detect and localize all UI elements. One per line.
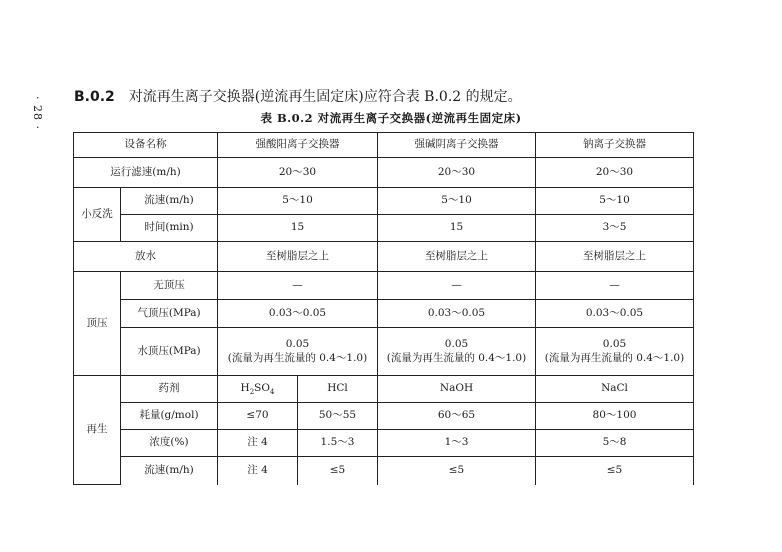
cell-value: 15 bbox=[218, 215, 378, 242]
row-label: 水顶压(MPa) bbox=[121, 328, 218, 376]
cell-value: ≤5 bbox=[536, 457, 694, 485]
cell-value: 60～65 bbox=[378, 403, 536, 430]
group-label: 小反洗 bbox=[74, 188, 121, 242]
row-label: 浓度(%) bbox=[121, 430, 218, 457]
cell-value bbox=[218, 328, 378, 376]
table-row bbox=[74, 457, 694, 485]
table-row bbox=[74, 376, 694, 403]
cell-value: 注 4 bbox=[218, 457, 298, 485]
cell-value: 注 4 bbox=[218, 430, 298, 457]
row-label: 流速(m/h) bbox=[121, 188, 218, 215]
cell-value: ≤5 bbox=[298, 457, 378, 485]
cell-value: 1～3 bbox=[378, 430, 536, 457]
header-strong-base: 强碱阴离子交换器 bbox=[378, 133, 536, 158]
cell-value: 0.03～0.05 bbox=[218, 300, 378, 328]
cell-value: 3～5 bbox=[536, 215, 694, 242]
cell-value: 20～30 bbox=[378, 158, 536, 188]
page-number: · 28 · bbox=[31, 96, 44, 130]
row-label: 无顶压 bbox=[121, 272, 218, 300]
cell-value: 至树脂层之上 bbox=[536, 242, 694, 272]
clause-text: 对流再生离子交换器(逆流再生固定床)应符合表 B.0.2 的规定。 bbox=[128, 89, 522, 105]
cell-value: 1.5～3 bbox=[298, 430, 378, 457]
value-note: (流量为再生流量的 0.4～1.0) bbox=[544, 351, 685, 364]
row-label: 药剂 bbox=[121, 376, 218, 403]
row-label: 气顶压(MPa) bbox=[121, 300, 218, 328]
cell-value: 5～10 bbox=[218, 188, 378, 215]
table-row bbox=[74, 242, 694, 272]
cell-value: ≤5 bbox=[378, 457, 536, 485]
cell-value: 5～10 bbox=[536, 188, 694, 215]
clause-number: B.0.2 bbox=[74, 89, 115, 105]
table-row bbox=[74, 403, 694, 430]
value-note: (流量为再生流量的 0.4～1.0) bbox=[227, 351, 368, 364]
cell-value: 15 bbox=[378, 215, 536, 242]
cell-value bbox=[218, 376, 298, 403]
clause-heading bbox=[74, 86, 522, 106]
cell-value: HCl bbox=[298, 376, 378, 403]
cell-value: NaCl bbox=[536, 376, 694, 403]
header-device-name: 设备名称 bbox=[74, 133, 218, 158]
table-caption: 表 B.0.2 对流再生离子交换器(逆流再生固定床) bbox=[260, 111, 522, 125]
cell-value bbox=[378, 328, 536, 376]
cell-value: — bbox=[378, 272, 536, 300]
row-label: 耗量(g/mol) bbox=[121, 403, 218, 430]
formula-subscript: 4 bbox=[269, 387, 275, 396]
table-row bbox=[74, 272, 694, 300]
row-label: 流速(m/h) bbox=[121, 457, 218, 485]
table-row bbox=[74, 215, 694, 242]
cell-value: 至树脂层之上 bbox=[218, 242, 378, 272]
cell-value: 0.03～0.05 bbox=[536, 300, 694, 328]
row-label: 运行滤速(m/h) bbox=[74, 158, 218, 188]
value-line: 0.05 bbox=[444, 338, 469, 351]
header-row bbox=[74, 133, 694, 158]
cell-value: — bbox=[536, 272, 694, 300]
cell-value: 0.03～0.05 bbox=[378, 300, 536, 328]
formula-part: H bbox=[240, 381, 250, 394]
value-line: 0.05 bbox=[602, 338, 627, 351]
row-label: 放水 bbox=[74, 242, 218, 272]
cell-value: 5～8 bbox=[536, 430, 694, 457]
table-row bbox=[74, 158, 694, 188]
table-row bbox=[74, 300, 694, 328]
value-note: (流量为再生流量的 0.4～1.0) bbox=[386, 351, 527, 364]
cell-value: 20～30 bbox=[218, 158, 378, 188]
header-strong-acid: 强酸阳离子交换器 bbox=[218, 133, 378, 158]
cell-value: 至树脂层之上 bbox=[378, 242, 536, 272]
row-label: 时间(min) bbox=[121, 215, 218, 242]
cell-value: — bbox=[218, 272, 378, 300]
value-line: 0.05 bbox=[285, 338, 310, 351]
cell-value: 50～55 bbox=[298, 403, 378, 430]
cell-value: 5～10 bbox=[378, 188, 536, 215]
cell-value: NaOH bbox=[378, 376, 536, 403]
cell-value: ≤70 bbox=[218, 403, 298, 430]
table-row bbox=[74, 188, 694, 215]
table-row bbox=[74, 328, 694, 376]
cell-value: 20～30 bbox=[536, 158, 694, 188]
formula-subscript: 2 bbox=[249, 387, 255, 396]
cell-value bbox=[536, 328, 694, 376]
exchanger-spec-table bbox=[73, 132, 694, 485]
formula-part: SO bbox=[254, 381, 270, 394]
cell-value: 80～100 bbox=[536, 403, 694, 430]
group-label: 再生 bbox=[74, 376, 121, 485]
header-sodium: 钠离子交换器 bbox=[536, 133, 694, 158]
table-row bbox=[74, 430, 694, 457]
group-label: 顶压 bbox=[74, 272, 121, 376]
